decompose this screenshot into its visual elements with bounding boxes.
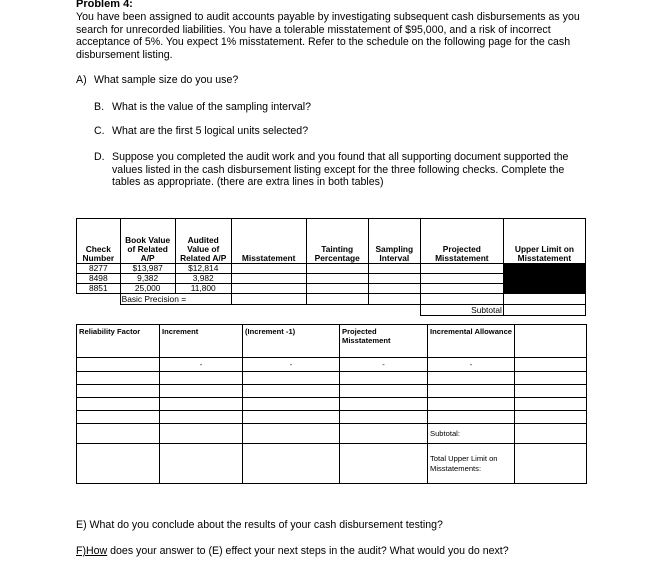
- cell[interactable]: [243, 398, 340, 411]
- question-b-text: What is the value of the sampling interval?: [112, 101, 312, 113]
- audited-cell: 11,800: [175, 284, 231, 294]
- subtotal-cell[interactable]: [515, 424, 587, 444]
- problem-title: Problem 4:: [76, 0, 133, 10]
- cell[interactable]: [77, 372, 160, 385]
- question-c: [94, 125, 494, 139]
- table-row: [77, 372, 587, 385]
- book-cell: $13,987: [120, 264, 175, 274]
- table-row: [77, 358, 587, 372]
- question-a: [76, 74, 476, 88]
- question-d-label: D.: [94, 151, 105, 163]
- tainting-cell[interactable]: [306, 274, 368, 284]
- cell[interactable]: [77, 385, 160, 398]
- cell[interactable]: [243, 444, 340, 484]
- cell[interactable]: [340, 385, 428, 398]
- tainting-cell[interactable]: [306, 264, 368, 274]
- cell[interactable]: [515, 358, 587, 372]
- cell[interactable]: [340, 411, 428, 424]
- misstatement-table: [76, 218, 586, 316]
- cell[interactable]: [428, 385, 515, 398]
- header-audited-value: Audited Value of Related A/P: [175, 219, 231, 264]
- cell[interactable]: [77, 444, 160, 484]
- question-d-text: Suppose you completed the audit work and you found that all supporting document supported the values listed in the cash disbursement listing except for the three following checks. Complete the tables as appropriate. (there are extra lines in both tables): [112, 151, 569, 189]
- cell[interactable]: [77, 398, 160, 411]
- total-upper-limit-label: Total Upper Limit on Misstatements:: [428, 444, 515, 484]
- upper-limit-cell[interactable]: [503, 294, 585, 305]
- book-cell: 9,382: [120, 274, 175, 284]
- cell[interactable]: [428, 398, 515, 411]
- basic-precision-label: Basic Precision =: [120, 294, 231, 305]
- header-increment-minus-one: (Increment -1): [243, 325, 340, 358]
- interval-cell[interactable]: [368, 264, 420, 274]
- cell[interactable]: [340, 398, 428, 411]
- cell[interactable]: [160, 372, 243, 385]
- interval-cell[interactable]: [368, 294, 420, 305]
- cell[interactable]: [340, 424, 428, 444]
- cell[interactable]: [515, 398, 587, 411]
- header-upper-limit: Upper Limit on Misstatement: [503, 219, 585, 264]
- cell[interactable]: [243, 411, 340, 424]
- interval-cell[interactable]: [368, 284, 420, 294]
- header-increment: Increment: [160, 325, 243, 358]
- table-row: [77, 411, 587, 424]
- question-c-text: What are the first 5 logical units selected?: [112, 125, 309, 137]
- cell[interactable]: [77, 411, 160, 424]
- header-reliability-factor: Reliability Factor: [77, 325, 160, 358]
- empty-cell: [231, 305, 306, 316]
- header-book-value: Book Value of Related A/P: [120, 219, 175, 264]
- table-row: [77, 385, 587, 398]
- audited-cell: 3,982: [175, 274, 231, 284]
- empty-cell: [368, 305, 420, 316]
- total-upper-limit-cell[interactable]: [515, 444, 587, 484]
- dash-cell: -: [243, 358, 340, 372]
- question-e: E) What do you conclude about the results of your cash disbursement testing?: [76, 519, 443, 531]
- dash-cell: -: [428, 358, 515, 372]
- check-cell: 8498: [77, 274, 121, 284]
- header-projected-misstatement: Projected Misstatement: [420, 219, 503, 264]
- question-f-how: How: [86, 545, 108, 557]
- cell[interactable]: [243, 385, 340, 398]
- question-f: [76, 545, 646, 557]
- blank-header: [515, 325, 587, 358]
- question-d: [94, 151, 589, 191]
- cell[interactable]: [243, 372, 340, 385]
- misstatement-cell[interactable]: [231, 274, 306, 284]
- header-sampling-interval: Sampling Interval: [368, 219, 420, 264]
- header-tainting: Tainting Percentage: [306, 219, 368, 264]
- check-cell: 8277: [77, 264, 121, 274]
- cell[interactable]: [340, 372, 428, 385]
- cell[interactable]: [160, 424, 243, 444]
- cell[interactable]: [515, 411, 587, 424]
- projected-cell[interactable]: [420, 264, 503, 274]
- upper-limit-blackout: [503, 264, 585, 294]
- question-a-label: A): [76, 74, 87, 86]
- table-row: [77, 398, 587, 411]
- empty-cell: [77, 305, 121, 316]
- tainting-cell[interactable]: [306, 284, 368, 294]
- projected-cell[interactable]: [420, 274, 503, 284]
- cell[interactable]: [160, 444, 243, 484]
- cell[interactable]: [77, 424, 160, 444]
- empty-cell: [120, 305, 175, 316]
- cell[interactable]: [428, 372, 515, 385]
- misstatement-cell[interactable]: [231, 284, 306, 294]
- empty-cell: [175, 305, 231, 316]
- interval-cell[interactable]: [368, 274, 420, 284]
- subtotal-cell[interactable]: [503, 305, 585, 316]
- book-cell: 25,000: [120, 284, 175, 294]
- misstatement-cell[interactable]: [231, 264, 306, 274]
- cell[interactable]: [77, 358, 160, 372]
- projected-cell[interactable]: [420, 284, 503, 294]
- table-row: [77, 444, 587, 484]
- cell[interactable]: [428, 411, 515, 424]
- misstatement-cell[interactable]: [231, 294, 306, 305]
- table1-header-row: [77, 219, 586, 264]
- question-f-rest: does your answer to (E) effect your next steps in the audit? What would you do next?: [107, 545, 509, 557]
- allowance-table: [76, 324, 587, 484]
- cell[interactable]: [160, 385, 243, 398]
- dash-cell: -: [340, 358, 428, 372]
- header-misstatement: Misstatement: [231, 219, 306, 264]
- question-c-label: C.: [94, 125, 105, 137]
- cell[interactable]: [515, 385, 587, 398]
- empty-cell: [306, 305, 368, 316]
- dash-cell: -: [160, 358, 243, 372]
- check-cell: 8851: [77, 284, 121, 294]
- tainting-cell[interactable]: [306, 294, 368, 305]
- table-row: [77, 305, 586, 316]
- header-projected-misstatement: Projected Misstatement: [340, 325, 428, 358]
- cell[interactable]: [340, 444, 428, 484]
- audited-cell: $12,814: [175, 264, 231, 274]
- question-b-label: B.: [94, 101, 105, 113]
- header-incremental-allowance: Incremental Allowance: [428, 325, 515, 358]
- subtotal-label: Subtotal: [420, 305, 503, 316]
- subtotal-label: Subtotal:: [428, 424, 515, 444]
- cell[interactable]: [243, 424, 340, 444]
- cell[interactable]: [515, 372, 587, 385]
- cell[interactable]: [160, 398, 243, 411]
- table-row: [77, 424, 587, 444]
- question-b: [94, 101, 494, 115]
- problem-intro: You have been assigned to audit accounts payable by investigating subsequent cash disbursements as you search for unrecorded liabilities. You have a tolerable misstatement of $95,000, and a risk of incorrect acceptance of 5%. You expect 1% misstatement. Refer to the schedule on the following page for the cash disbursement listing.: [76, 11, 580, 61]
- table-row: [77, 294, 586, 305]
- table2-header-row: [77, 325, 587, 358]
- table-row: [77, 264, 586, 274]
- empty-cell: [77, 294, 121, 305]
- question-a-text: What sample size do you use?: [94, 74, 239, 86]
- header-check-number: Check Number: [77, 219, 121, 264]
- question-f-prefix: F): [76, 545, 86, 557]
- cell[interactable]: [160, 411, 243, 424]
- projected-cell[interactable]: [420, 294, 503, 305]
